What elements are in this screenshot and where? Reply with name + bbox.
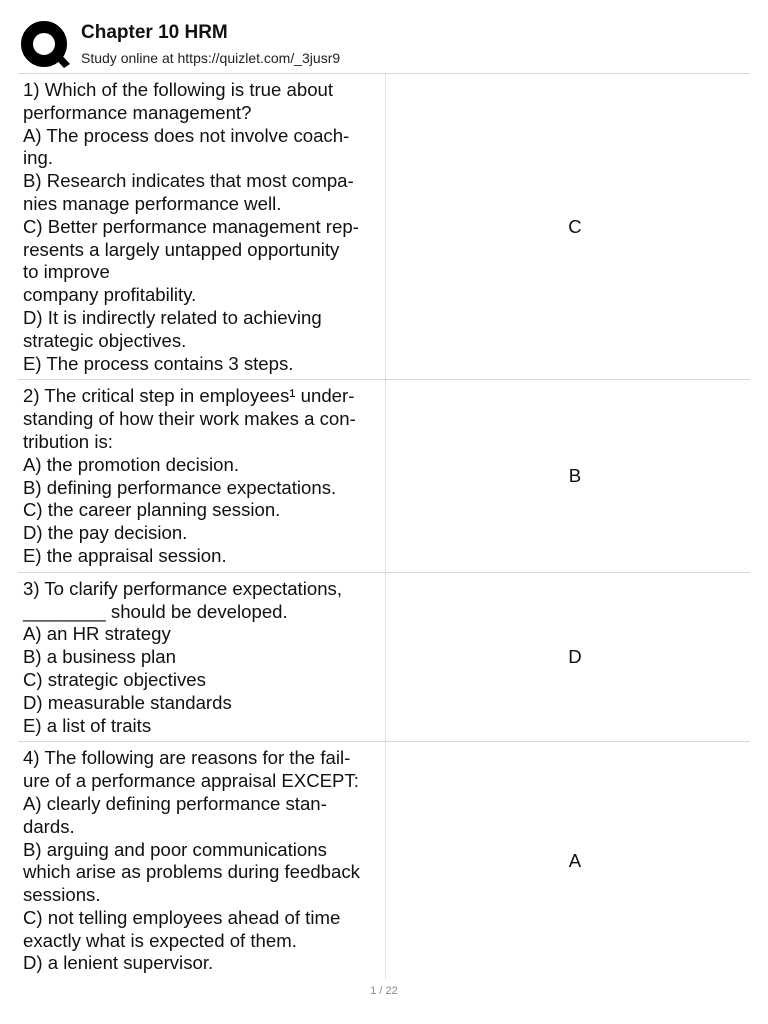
- answer-text: D: [568, 646, 582, 668]
- table-row: [18, 573, 750, 743]
- quizlet-logo-icon: [20, 20, 70, 70]
- page-header: [18, 16, 750, 72]
- page-number: 1 / 22: [370, 985, 398, 997]
- page-title: Chapter 10 HRM: [81, 22, 228, 43]
- question-text: 1) Which of the following is true about performance management? A) The process does not involve coach- ing. B) Research indicates that most compa- nies manage performance well. C) Better performance management rep- resents a largely untapped opportunity to improve company profitability. D) It is indirectly related to achieving strategic objectives. E) The process contains 3 steps.: [18, 74, 386, 379]
- study-link: Study online at https://quizlet.com/_3jusr9: [81, 50, 341, 66]
- flashcard-table: [18, 74, 750, 979]
- table-row: [18, 380, 750, 572]
- question-text: 2) The critical step in employees¹ under- standing of how their work makes a con- tribution is: A) the promotion decision. B) defining performance expectations. C) the career planning session. D) the pay decision. E) the appraisal session.: [18, 380, 386, 571]
- answer-text: A: [568, 849, 582, 871]
- answer-text: C: [568, 215, 582, 237]
- question-text: 3) To clarify performance expectations, ________ should be developed. A) an HR strategy B) a business plan C) strategic objectives D) measurable standards E) a list of traits: [18, 573, 386, 742]
- table-row: [18, 742, 750, 979]
- table-row: [18, 74, 750, 380]
- answer-text: B: [568, 465, 582, 487]
- question-text: 4) The following are reasons for the fail- ure of a performance appraisal EXCEPT: A) clearly defining performance stan- dards. B) arguing and poor communications which arise as problems during feedback sessions. C) not telling employees ahead of time exactly what is expected of them. D) a lenient supervisor.: [18, 742, 386, 979]
